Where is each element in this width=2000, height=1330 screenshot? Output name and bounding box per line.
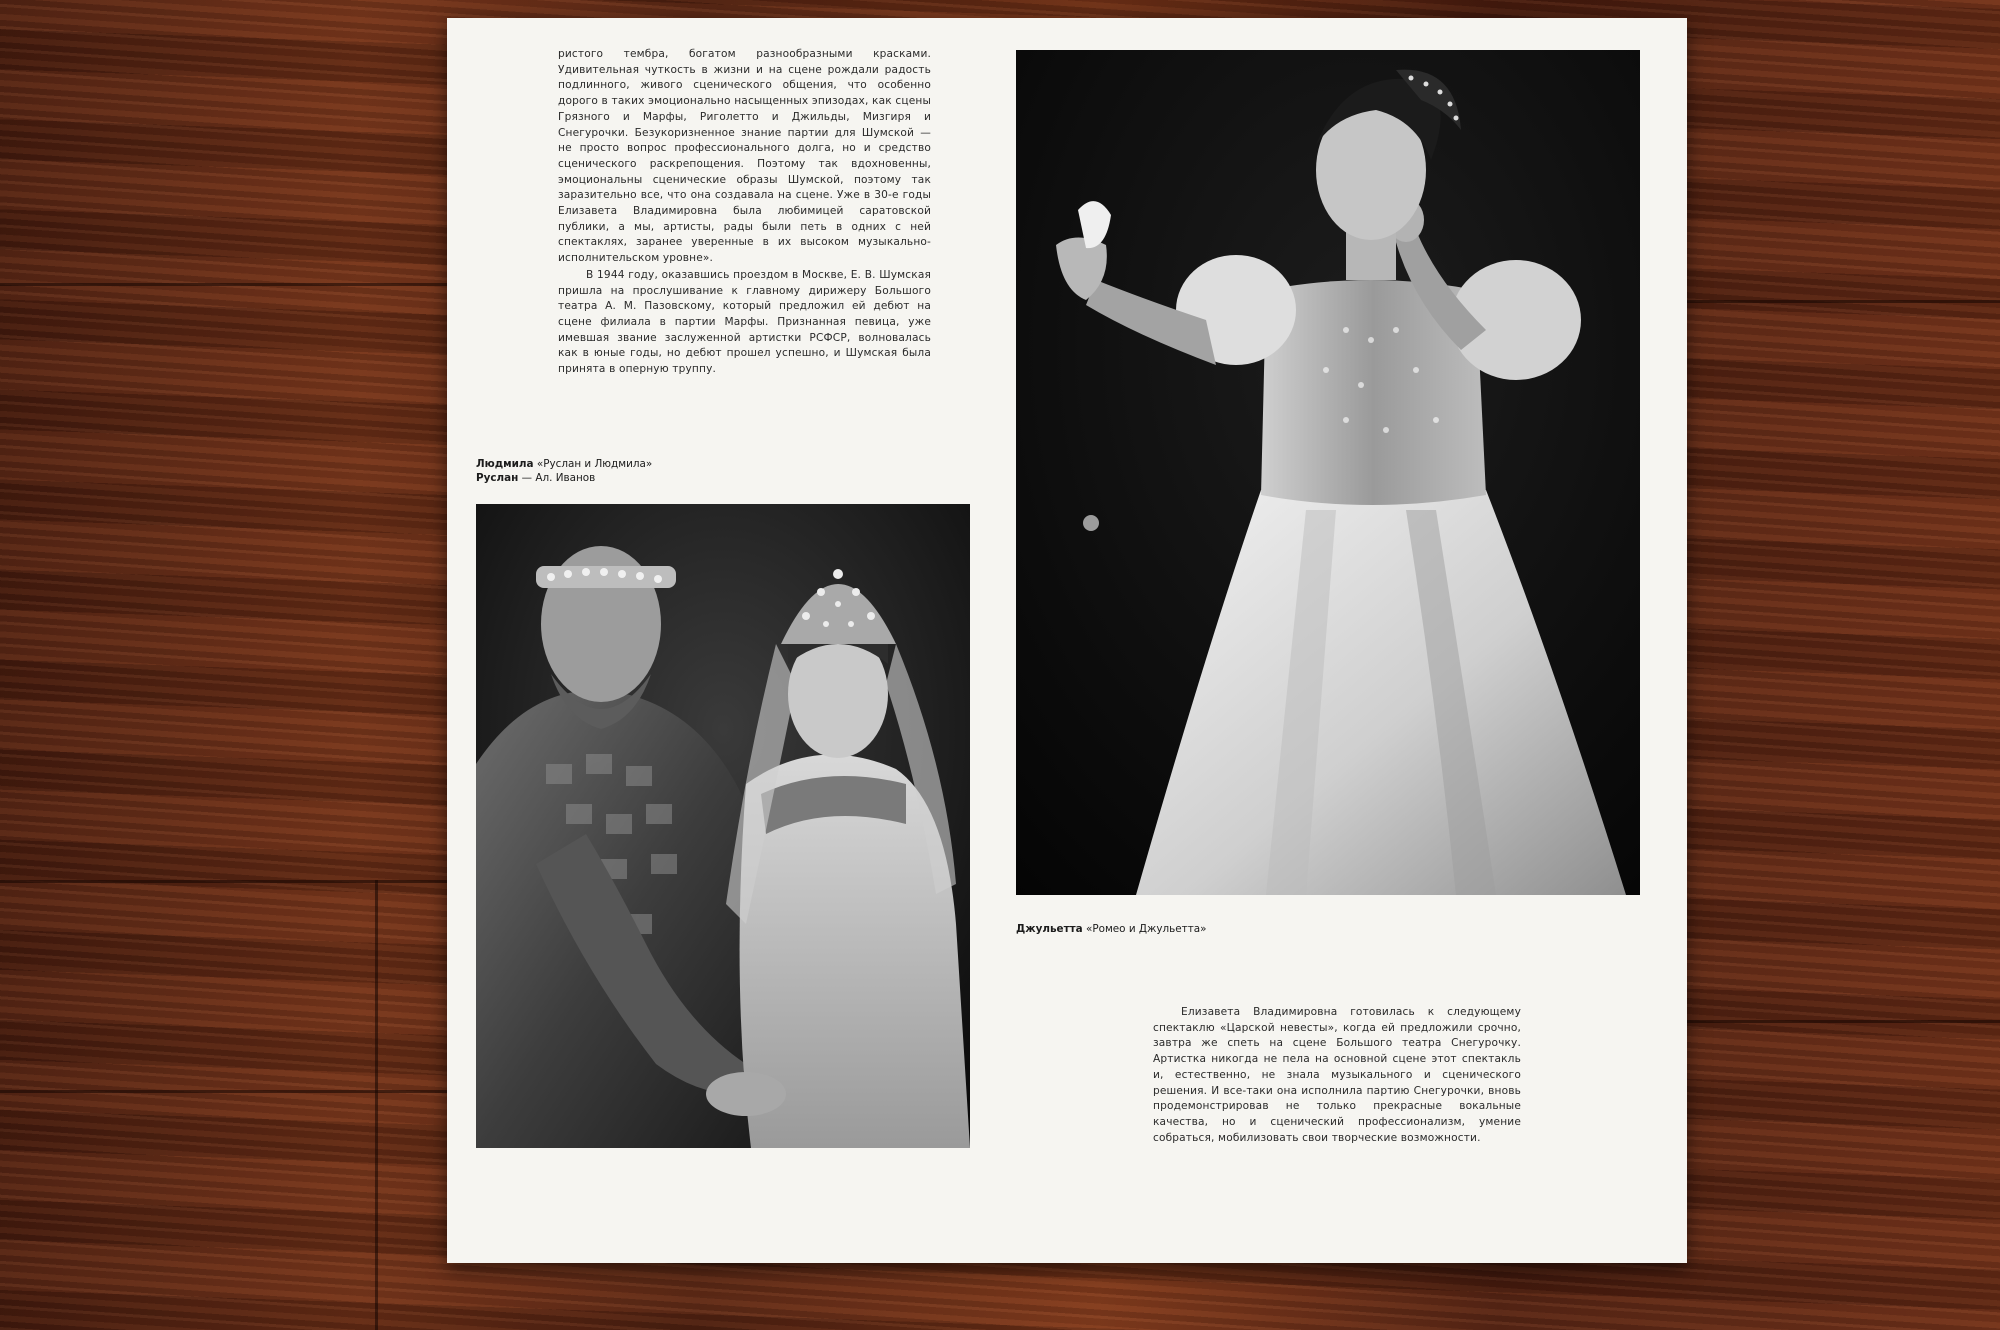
wood-seam — [1687, 1020, 2000, 1023]
paragraph-1944: В 1944 году, оказавшись проездом в Москве, Е. В. Шумская пришла на прослушивание к главному дирижеру Большого театра А. М. Пазовскому, который предложил ей дебют на сцене филиала в партии Марфы. Признанная певица, уже имевшая звание заслуженной артистки РСФСР, волновалась как в юные годы, но дебют прошел успешно, и Шумская была принята в оперную труппу. — [558, 268, 931, 376]
article-text-bottom — [1153, 1004, 1521, 1146]
wood-seam — [0, 283, 447, 286]
article-text-top — [558, 47, 931, 378]
juliet-role: Джульетта — [1016, 923, 1083, 935]
ludmila-opera: «Руслан и Людмила» — [536, 458, 653, 470]
wood-seam — [1687, 300, 2000, 303]
wood-seam — [0, 880, 447, 883]
ruslan-and-ludmila-photo — [476, 504, 970, 1148]
juliet-caption — [1016, 922, 1416, 936]
juliet-photo — [1016, 50, 1640, 895]
ludmila-role: Людмила — [476, 458, 534, 470]
wood-seam — [0, 1090, 447, 1093]
paragraph-top: ристого тембра, богатом разнообразными красками. Удивительная чуткость в жизни и на сцене рождали радость подлинного, живого сценического общения, что особенно дорого в таких эмоционально насыщенных эпизодах, как сцены Грязного и Марфы, Риголетто и Джильды, Мизгиря и Снегурочки. Безукоризненное знание партии для Шумской — не просто вопрос профессионального долга, но и средство сценического раскрепощения. Поэтому так вдохновенны, эмоциональны сценические образы Шумской, поэтому так заразительно все, что она создавала на сцене. Уже в 30-е годы Елизавета Владимировна была любимицей саратовской публики, а мы, артисты, рады были петь в одних с ней спектаклях, заранее уверенные в их высоком музыкально-исполнительском уровне». — [558, 48, 931, 265]
paragraph-bottom: Елизавета Владимировна готовилась к следующему спектаклю «Царской невесты», когда ей предложили срочно, завтра же спеть на сцене Большого театра Снегурочку. Артистка никогда не пела на основной сцене этот спектакль и, естественно, не знала музыкального и сценического решения. И все-таки она исполнила партию Снегурочки, вновь продемонстрировав не только прекрасные вокальные качества, но и сценический профессионализм, умение собраться, мобилизовать свои творческие возможности. — [1153, 1006, 1521, 1144]
ludmila-caption — [476, 457, 876, 485]
ruslan-actor: — Ал. Иванов — [518, 472, 596, 484]
ruslan-role: Руслан — [476, 472, 519, 484]
booklet-page — [447, 18, 1687, 1263]
wood-seam — [375, 880, 378, 1330]
juliet-opera: «Ромео и Джульетта» — [1085, 923, 1207, 935]
